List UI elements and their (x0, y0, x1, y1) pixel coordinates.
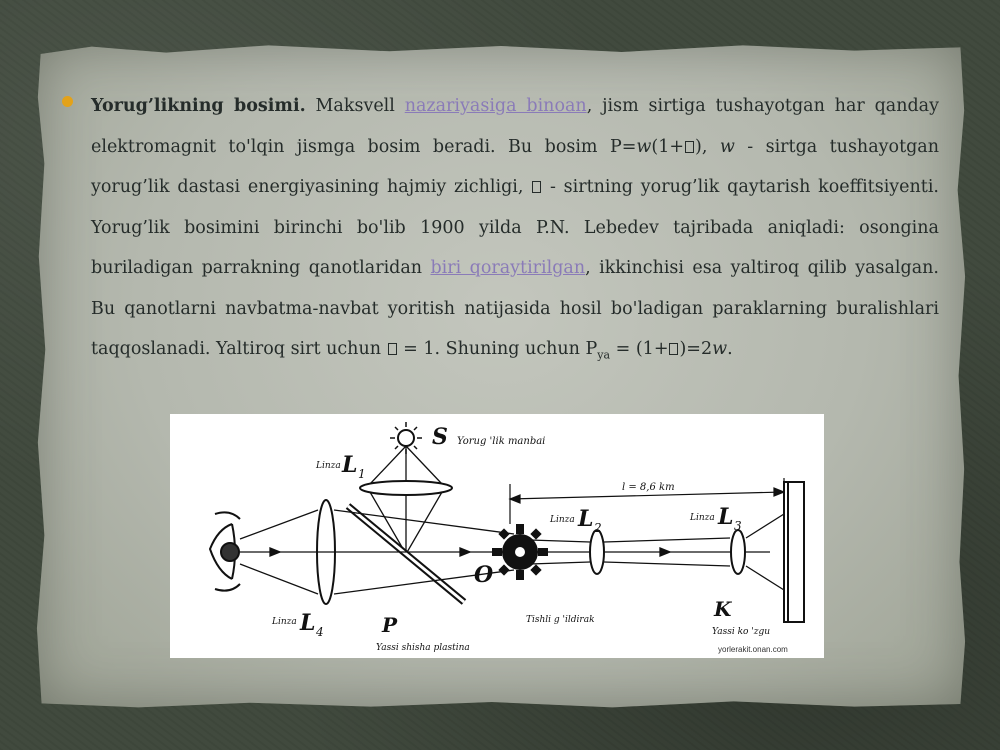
text-segment: (1+ (651, 136, 685, 157)
lens-l1-prefix: Linza (316, 461, 341, 471)
symbol-w: w (712, 339, 728, 359)
mirror-icon (784, 482, 804, 622)
caption-source: Yorug 'lik manbai (457, 436, 546, 447)
label-s: S (432, 424, 448, 450)
lens-l2-label: L (578, 506, 594, 532)
caption-wheel: Tishli g 'ildirak (526, 615, 595, 625)
lens-l3-prefix: Linza (690, 513, 715, 523)
lens-l3-sub: 3 (734, 519, 742, 533)
lens-l2-sub: 2 (594, 521, 602, 535)
lens-l1-sub: 1 (358, 467, 366, 481)
text-segment: , jism sirtiga tushayotgan har qanday elektromagnit to'lqin jismga bosim beradi. Bu bosim P= (91, 96, 939, 157)
caption-mirror: Yassi ko 'zgu (712, 627, 771, 637)
missing-glyph-icon (388, 343, 397, 355)
missing-glyph-icon (669, 343, 678, 355)
cog-wheel-icon (492, 524, 548, 580)
distance-label: l = 8,6 km (622, 482, 675, 493)
missing-glyph-icon (685, 141, 694, 153)
text-segment: )=2 (679, 339, 713, 359)
caption-plate: Yassi shisha plastina (376, 643, 470, 653)
diagram-svg (170, 414, 824, 658)
link-qoraytirilgan[interactable]: biri qoraytirilgan (430, 258, 586, 278)
text-segment: = (1+ (610, 339, 669, 359)
text-segment: , ikkinchisi esa yaltiroq qilib yasalgan. Bu qanotlarni navbatma-navbat yoritish natijasida hosil bo'ladigan paraklarning buralishlari taqqoslanadi. Yaltiroq sirt uchun (91, 258, 939, 359)
missing-glyph-icon (532, 181, 541, 193)
slide-body-text (91, 86, 939, 370)
lens-l3-icon (731, 530, 745, 574)
lens-l2-icon (590, 530, 604, 574)
lens-l4-sub: 4 (316, 625, 324, 639)
lens-l3-label: L (718, 504, 734, 530)
lens-l1-icon (360, 481, 452, 495)
text-segment: . (727, 339, 733, 359)
subscript: ya (597, 348, 611, 362)
label-k: K (714, 597, 732, 621)
text-segment: ), (695, 136, 720, 157)
eye-icon (210, 512, 240, 590)
label-o: O (474, 562, 494, 588)
source-rays (370, 446, 442, 554)
text-segment: Maksvell (305, 96, 405, 116)
paragraph-title: Yorug’likning bosimi. (91, 96, 306, 116)
label-p: P (382, 613, 398, 637)
text-segment: = 1. Shuning uchun P (397, 339, 598, 359)
symbol-w: w (719, 136, 735, 157)
lens-l4-prefix: Linza (272, 617, 297, 627)
bullet-icon (62, 96, 73, 107)
symbol-w: w (636, 136, 652, 157)
text-segment: - sirtning yorug’lik qaytarish koeffitsiyenti. Yorug’lik bosimini birinchi bo'lib 1900 yilda P.N. Lebedev tajribada aniqladi: osongina buriladigan parrakning qanotlaridan (91, 177, 939, 278)
source-credit: yorlerakit.onan.com (718, 645, 788, 654)
lens-l2-prefix: Linza (550, 515, 575, 525)
lens-l1-label: L (342, 452, 358, 478)
fizeau-experiment-diagram (170, 414, 824, 658)
text-segment: - sirtga tushayotgan yorug’lik dastasi energiyasining hajmiy zichligi, (91, 136, 940, 197)
link-nazariyasiga[interactable]: nazariyasiga binoan (404, 96, 587, 116)
lens-l4-label: L (300, 610, 316, 636)
